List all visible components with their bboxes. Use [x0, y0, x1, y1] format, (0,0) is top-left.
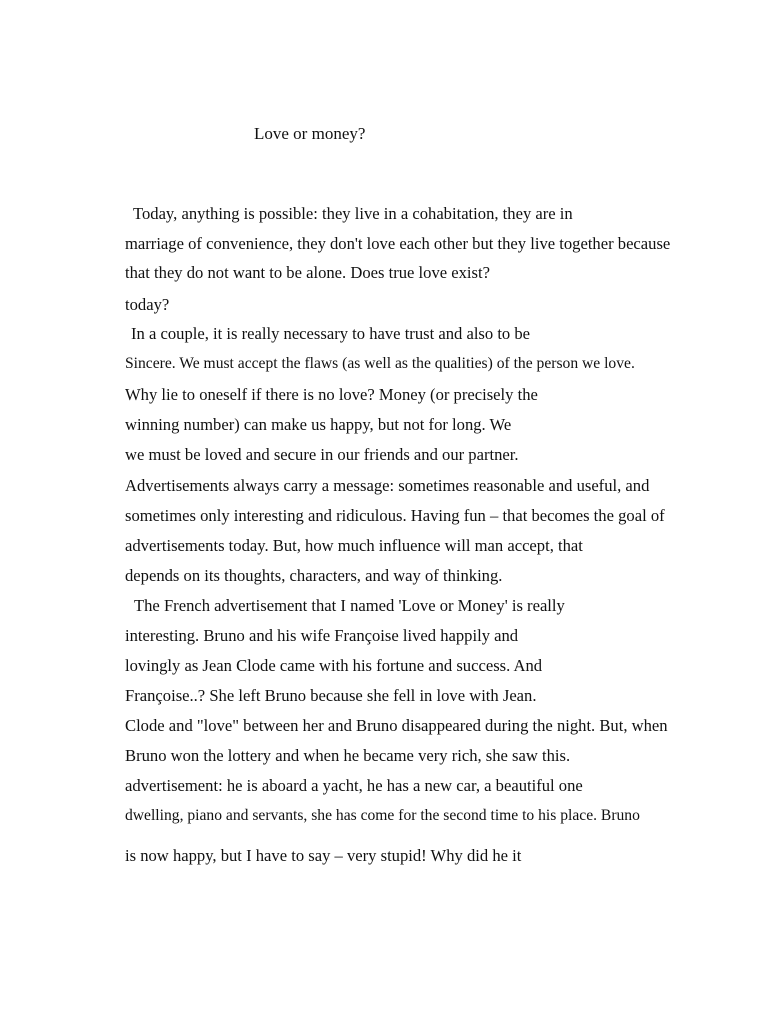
paragraph-line: Clode and "love" between her and Bruno disappeared during the night. But, when — [125, 716, 668, 735]
paragraph-line: today? — [125, 295, 170, 314]
paragraph-line: depends on its thoughts, characters, and way of thinking. — [125, 566, 503, 585]
paragraph-line: that they do not want to be alone. Does true love exist? — [125, 263, 490, 282]
paragraph-line: sometimes only interesting and ridiculous. Having fun – that becomes the goal of — [125, 506, 665, 525]
paragraph-line: marriage of convenience, they don't love each other but they live together because — [125, 234, 671, 253]
paragraph-line: we must be loved and secure in our friends and our partner. — [125, 445, 519, 464]
paragraph-line: interesting. Bruno and his wife Françoise lived happily and — [125, 626, 519, 645]
paragraph-line: In a couple, it is really necessary to have trust and also to be — [131, 324, 531, 343]
paragraph-line: The French advertisement that I named 'Love or Money' is really — [134, 596, 565, 615]
paragraph-line: advertisements today. But, how much influence will man accept, that — [125, 536, 583, 555]
paragraph-line: Bruno won the lottery and when he became very rich, she saw this. — [125, 746, 571, 765]
paragraph-line: advertisement: he is aboard a yacht, he has a new car, a beautiful one — [125, 776, 583, 795]
paragraph-line: Advertisements always carry a message: sometimes reasonable and useful, and — [125, 476, 650, 495]
paragraph-line: Sincere. We must accept the flaws (as well as the qualities) of the person we love. — [125, 355, 635, 372]
paragraph-line: is now happy, but I have to say – very stupid! Why did he it — [125, 846, 522, 865]
paragraph-line: winning number) can make us happy, but not for long. We — [125, 415, 512, 434]
document-title: Love or money? — [254, 124, 366, 143]
paragraph-line: lovingly as Jean Clode came with his fortune and success. And — [125, 656, 543, 675]
paragraph-line: Françoise..? She left Bruno because she fell in love with Jean. — [125, 686, 537, 705]
paragraph-line: Today, anything is possible: they live in a cohabitation, they are in — [133, 204, 573, 223]
paragraph-line: Why lie to oneself if there is no love? Money (or precisely the — [125, 385, 538, 404]
paragraph-line: dwelling, piano and servants, she has come for the second time to his place. Bruno — [125, 807, 640, 824]
